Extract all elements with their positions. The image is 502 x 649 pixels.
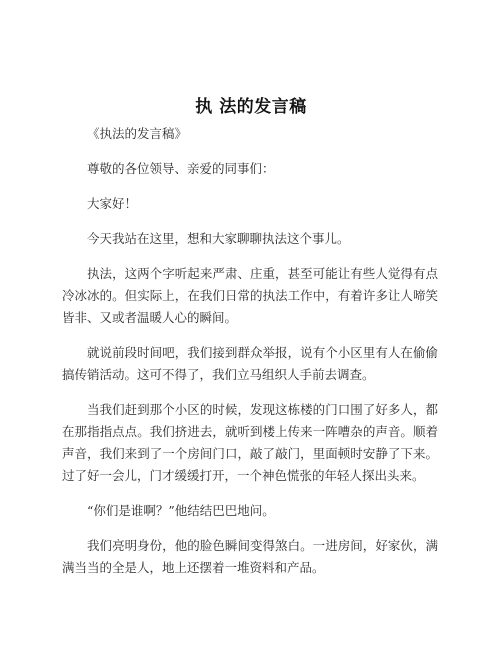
paragraph: 大家好！ <box>87 196 138 211</box>
document-body <box>62 123 438 592</box>
paragraph: 我们亮明身份，他的脸色瞬间变得煞白。一进房间，好家伙，满满当当的全是人，地上还摆着一堆资料和产品。 <box>62 538 438 575</box>
paragraph: 尊敬的各位领导、亲爱的同事们： <box>87 161 275 176</box>
paragraph: 当我们赶到那个小区的时候，发现这栋楼的门口围了好多人，都在那指指点点。我们挤进去，就听到楼上传来一阵嘈杂的声音。顺着声音，我们来到了一个房间门口，敲了敲门，里面顿时安静了下来。过了好一会儿，门才缓缓打开，一个神色慌张的年轻人探出头来。 <box>62 402 438 483</box>
paragraph: 执法，这两个字听起来严肃、庄重，甚至可能让有些人觉得有点冷冰冰的。但实际上，在我们日常的执法工作中，有着许多让人啼笑皆非、又或者温暖人心的瞬间。 <box>62 266 438 325</box>
document-title: 执 法的发言稿 <box>195 97 307 117</box>
paragraph: 《执法的发言稿》 <box>87 126 188 141</box>
paragraph: “你们是谁啊？”他结结巴巴地问。 <box>87 503 275 518</box>
paragraph: 就说前段时间吧，我们接到群众举报，说有个小区里有人在偷偷搞传销活动。这可不得了，我们立马组织人手前去调查。 <box>62 345 438 382</box>
paragraph: 今天我站在这里，想和大家聊聊执法这个事儿。 <box>87 231 350 246</box>
